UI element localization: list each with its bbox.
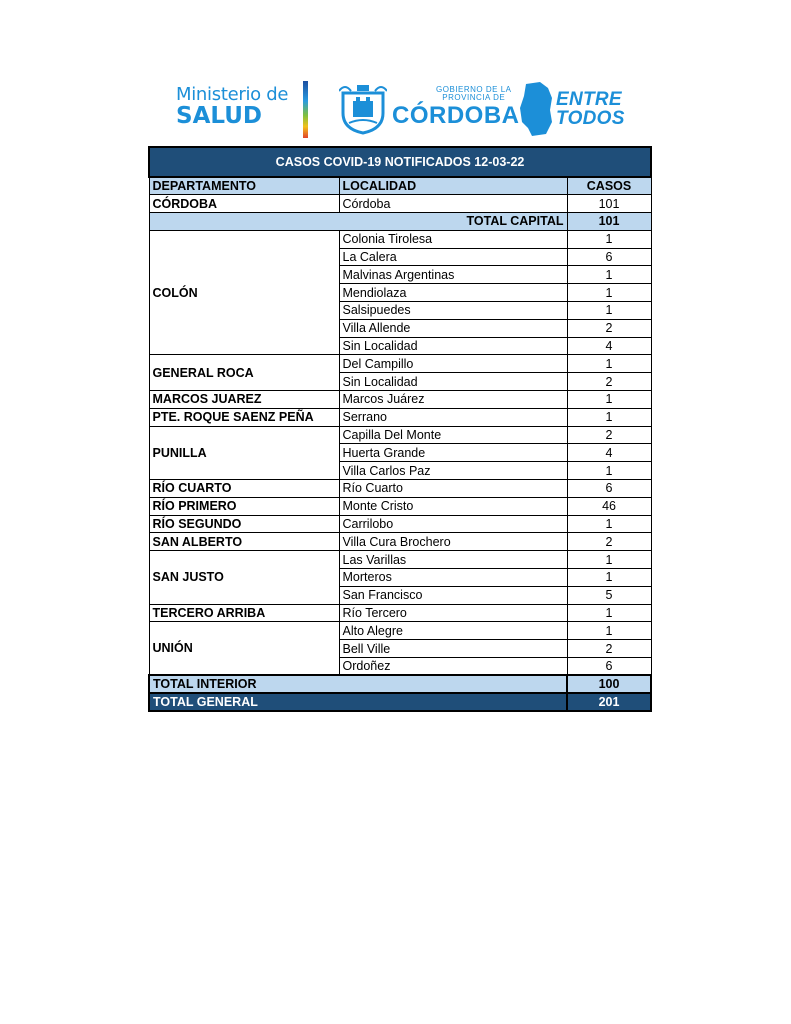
localidad-cell: Monte Cristo xyxy=(339,497,567,515)
entre-todos-logo xyxy=(556,90,625,128)
departamento-cell: RÍO CUARTO xyxy=(149,480,339,498)
table-row xyxy=(149,408,651,426)
casos-cell: 5 xyxy=(567,586,651,604)
province-map-icon xyxy=(518,82,554,136)
slogan-line2: TODOS xyxy=(556,108,625,129)
departamento-cell: UNIÓN xyxy=(149,622,339,675)
localidad-cell: Villa Carlos Paz xyxy=(339,462,567,480)
ministerio-line1: Ministerio de xyxy=(176,84,289,105)
casos-cell: 1 xyxy=(567,622,651,640)
departamento-cell: PTE. ROQUE SAENZ PEÑA xyxy=(149,408,339,426)
localidad-cell: Villa Cura Brochero xyxy=(339,533,567,551)
casos-cell: 4 xyxy=(567,337,651,355)
total-interior-row xyxy=(149,675,651,693)
table-row xyxy=(149,604,651,622)
table-row xyxy=(149,391,651,409)
column-header-casos: CASOS xyxy=(567,177,651,195)
casos-cell: 2 xyxy=(567,640,651,658)
casos-cell: 1 xyxy=(567,230,651,248)
departamento-cell: MARCOS JUAREZ xyxy=(149,391,339,409)
total-general-label: TOTAL GENERAL xyxy=(149,693,567,711)
casos-cell: 46 xyxy=(567,497,651,515)
total-general-value: 201 xyxy=(567,693,651,711)
total-capital-row xyxy=(149,213,651,231)
casos-cell: 101 xyxy=(567,195,651,213)
casos-cell: 1 xyxy=(567,391,651,409)
casos-cell: 2 xyxy=(567,426,651,444)
casos-cell: 2 xyxy=(567,373,651,391)
table-row xyxy=(149,551,651,569)
header-logos xyxy=(0,80,791,140)
departamento-cell: RÍO PRIMERO xyxy=(149,497,339,515)
total-capital-spacer xyxy=(149,213,339,231)
ministerio-salud-logo xyxy=(176,86,288,128)
column-header-localidad: LOCALIDAD xyxy=(339,177,567,195)
casos-cell: 1 xyxy=(567,284,651,302)
localidad-cell: Del Campillo xyxy=(339,355,567,373)
localidad-cell: Córdoba xyxy=(339,195,567,213)
total-capital-label: TOTAL CAPITAL xyxy=(339,213,567,231)
localidad-cell: Sin Localidad xyxy=(339,337,567,355)
ministerio-line2: SALUD xyxy=(176,103,262,129)
localidad-cell: Alto Alegre xyxy=(339,622,567,640)
table-row xyxy=(149,426,651,444)
localidad-cell: Serrano xyxy=(339,408,567,426)
localidad-cell: Bell Ville xyxy=(339,640,567,658)
departamento-cell: TERCERO ARRIBA xyxy=(149,604,339,622)
table-row xyxy=(149,533,651,551)
table-row xyxy=(149,355,651,373)
casos-cell: 6 xyxy=(567,248,651,266)
table-header-row xyxy=(149,177,651,195)
covid-cases-table xyxy=(148,146,652,712)
localidad-cell: Morteros xyxy=(339,569,567,587)
localidad-cell: Marcos Juárez xyxy=(339,391,567,409)
localidad-cell: Villa Allende xyxy=(339,319,567,337)
localidad-cell: Malvinas Argentinas xyxy=(339,266,567,284)
casos-cell: 1 xyxy=(567,569,651,587)
casos-cell: 4 xyxy=(567,444,651,462)
total-interior-value: 100 xyxy=(567,675,651,693)
localidad-cell: Carrilobo xyxy=(339,515,567,533)
departamento-cell: CÓRDOBA xyxy=(149,195,339,213)
localidad-cell: Ordoñez xyxy=(339,658,567,676)
casos-cell: 1 xyxy=(567,408,651,426)
total-capital-value: 101 xyxy=(567,213,651,231)
total-interior-label: TOTAL INTERIOR xyxy=(149,675,567,693)
casos-cell: 1 xyxy=(567,462,651,480)
column-header-departamento: DEPARTAMENTO xyxy=(149,177,339,195)
localidad-cell: Capilla Del Monte xyxy=(339,426,567,444)
localidad-cell: Mendiolaza xyxy=(339,284,567,302)
casos-cell: 1 xyxy=(567,551,651,569)
casos-cell: 6 xyxy=(567,658,651,676)
casos-cell: 6 xyxy=(567,480,651,498)
casos-cell: 1 xyxy=(567,266,651,284)
departamento-cell: RÍO SEGUNDO xyxy=(149,515,339,533)
localidad-cell: Sin Localidad xyxy=(339,373,567,391)
gobierno-name: CÓRDOBA xyxy=(392,102,520,129)
localidad-cell: Río Cuarto xyxy=(339,480,567,498)
cordoba-shield-icon xyxy=(339,83,387,135)
table-row xyxy=(149,480,651,498)
table-row xyxy=(149,515,651,533)
localidad-cell: Salsipuedes xyxy=(339,302,567,320)
color-divider xyxy=(303,81,308,138)
gobierno-cordoba-logo xyxy=(392,86,520,128)
table-title: CASOS COVID-19 NOTIFICADOS 12-03-22 xyxy=(149,147,651,177)
casos-cell: 1 xyxy=(567,515,651,533)
localidad-cell: Río Tercero xyxy=(339,604,567,622)
casos-cell: 2 xyxy=(567,319,651,337)
table-row xyxy=(149,622,651,640)
departamento-cell: GENERAL ROCA xyxy=(149,355,339,391)
table-row xyxy=(149,230,651,248)
gobierno-line2: PROVINCIA DE xyxy=(442,93,506,102)
total-general-row xyxy=(149,693,651,711)
casos-cell: 2 xyxy=(567,533,651,551)
localidad-cell: Colonia Tirolesa xyxy=(339,230,567,248)
slogan-line1: ENTRE xyxy=(556,89,622,110)
gobierno-line1: GOBIERNO DE LA xyxy=(436,85,512,94)
localidad-cell: La Calera xyxy=(339,248,567,266)
departamento-cell: SAN JUSTO xyxy=(149,551,339,604)
table-row xyxy=(149,497,651,515)
casos-cell: 1 xyxy=(567,302,651,320)
departamento-cell: PUNILLA xyxy=(149,426,339,479)
localidad-cell: Huerta Grande xyxy=(339,444,567,462)
casos-cell: 1 xyxy=(567,355,651,373)
localidad-cell: San Francisco xyxy=(339,586,567,604)
casos-cell: 1 xyxy=(567,604,651,622)
localidad-cell: Las Varillas xyxy=(339,551,567,569)
table-row xyxy=(149,195,651,213)
departamento-cell: COLÓN xyxy=(149,230,339,355)
departamento-cell: SAN ALBERTO xyxy=(149,533,339,551)
table-title-row xyxy=(149,147,651,177)
